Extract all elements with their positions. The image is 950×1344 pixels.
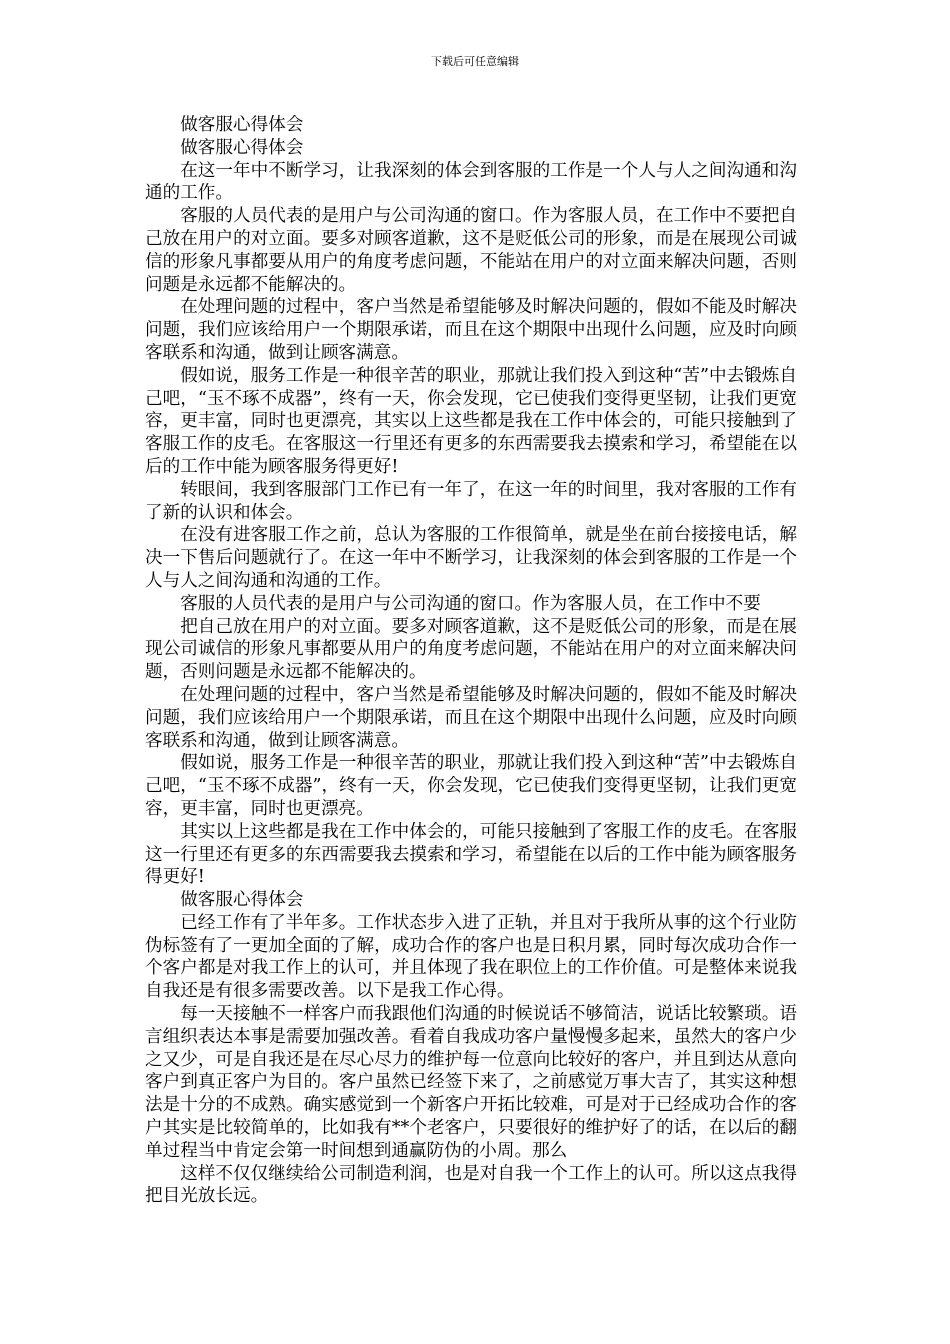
paragraph-title: 做客服心得体会 [180,115,304,135]
paragraph: 在这一年中不断学习，让我深刻的体会到客服的工作是一个人与人之间沟通和沟通的工作。 [145,160,797,204]
paragraph: 在处理问题的过程中，客户当然是希望能够及时解决问题的，假如不能及时解决问题，我们应该给用户一个期限承诺，而且在这个期限中出现什么问题，应及时向顾客联系和沟通，做到让顾客满意。 [145,684,797,751]
paragraph-subtitle: 做客服心得体会 [180,137,304,158]
paragraph: 这样不仅仅继续给公司制造利润，也是对自我一个工作上的认可。所以这点我得把目光放长远。 [145,1163,797,1207]
section-heading: 做客服心得体会 [180,890,304,911]
page-header-note: 下载后可任意编辑 [431,55,519,68]
paragraph: 假如说，服务工作是一种很辛苦的职业，那就让我们投入到这种“苦”中去锻炼自己吧，“玉不琢不成器”，终有一天，你会发现，它已使我们变得更坚韧，让我们更宽容，更丰富，同时也更漂亮。 [145,753,797,819]
document-body [145,114,797,1208]
paragraph: 客服的人员代表的是用户与公司沟通的窗口。作为客服人员，在工作中不要 [180,593,761,614]
paragraph: 把自己放在用户的对立面。要多对顾客道歉，这不是贬低公司的形象，而是在展现公司诚信的形象凡事都要从用户的角度考虑问题，不能站在用户的对立面来解决问题，否则问题是永远都不能解决的。 [145,616,797,683]
paragraph: 其实以上这些都是我在工作中体会的，可能只接触到了客服工作的皮毛。在客服这一行里还有更多的东西需要我去摸索和学习，希望能在以后的工作中能为顾客服务得更好! [145,821,797,888]
paragraph: 每一天接触不一样客户而我跟他们沟通的时候说话不够简洁，说话比较繁琐。语言组织表达本事是需要加强改善。看着自我成功客户量慢慢多起来，虽然大的客户少之又少，可是自我还是在尽心尽力的维护每一位意向比较好的客户，并且到达从意向客户到真正客户为目的。客户虽然已经签下来了，之前感觉万事大吉了，其实这种想法是十分的不成熟。确实感觉到一个新客户开拓比较难，可是对于已经成功合作的客户其实是比较简单的，比如我有**个老客户，只要很好的维护好了的话，在以后的翻单过程当中肯定会第一时间想到通赢防伪的小周。那么 [145,1004,797,1161]
paragraph: 假如说，服务工作是一种很辛苦的职业，那就让我们投入到这种“苦”中去锻炼自己吧，“玉不琢不成器”，终有一天，你会发现，它已使我们变得更坚韧，让我们更宽容，更丰富，同时也更漂亮，其实以上这些都是我在工作中体会的，可能只接触到了客服工作的皮毛。在客服这一行里还有更多的东西需要我去摸索和学习，希望能在以后的工作中能为顾客服务得更好! [145,365,797,477]
paragraph: 在处理问题的过程中，客户当然是希望能够及时解决问题的，假如不能及时解决问题，我们应该给用户一个期限承诺，而且在这个期限中出现什么问题，应及时向顾客联系和沟通，做到让顾客满意。 [145,297,797,363]
paragraph: 已经工作有了半年多。工作状态步入进了正轨，并且对于我所从事的这个行业防伪标签有了一更加全面的了解，成功合作的客户也是日积月累，同时每次成功合作一个客户都是对我工作上的认可，并且体现了我在职位上的工作价值。可是整体来说我自我还是有很多需要改善。以下是我工作心得。 [145,912,797,1002]
paragraph: 客服的人员代表的是用户与公司沟通的窗口。作为客服人员，在工作中不要把自己放在用户的对立面。要多对顾客道歉，这不是贬低公司的形象，而是在展现公司诚信的形象凡事都要从用户的角度考虑问题，不能站在用户的对立面来解决问题，否则问题是永远都不能解决的。 [145,206,797,295]
paragraph: 在没有进客服工作之前，总认为客服的工作很简单，就是坐在前台接接电话，解决一下售后问题就行了。在这一年中不断学习，让我深刻的体会到客服的工作是一个人与人之间沟通和沟通的工作。 [145,525,797,591]
paragraph: 转眼间，我到客服部门工作已有一年了，在这一年的时间里，我对客服的工作有了新的认识和体会。 [145,479,797,523]
